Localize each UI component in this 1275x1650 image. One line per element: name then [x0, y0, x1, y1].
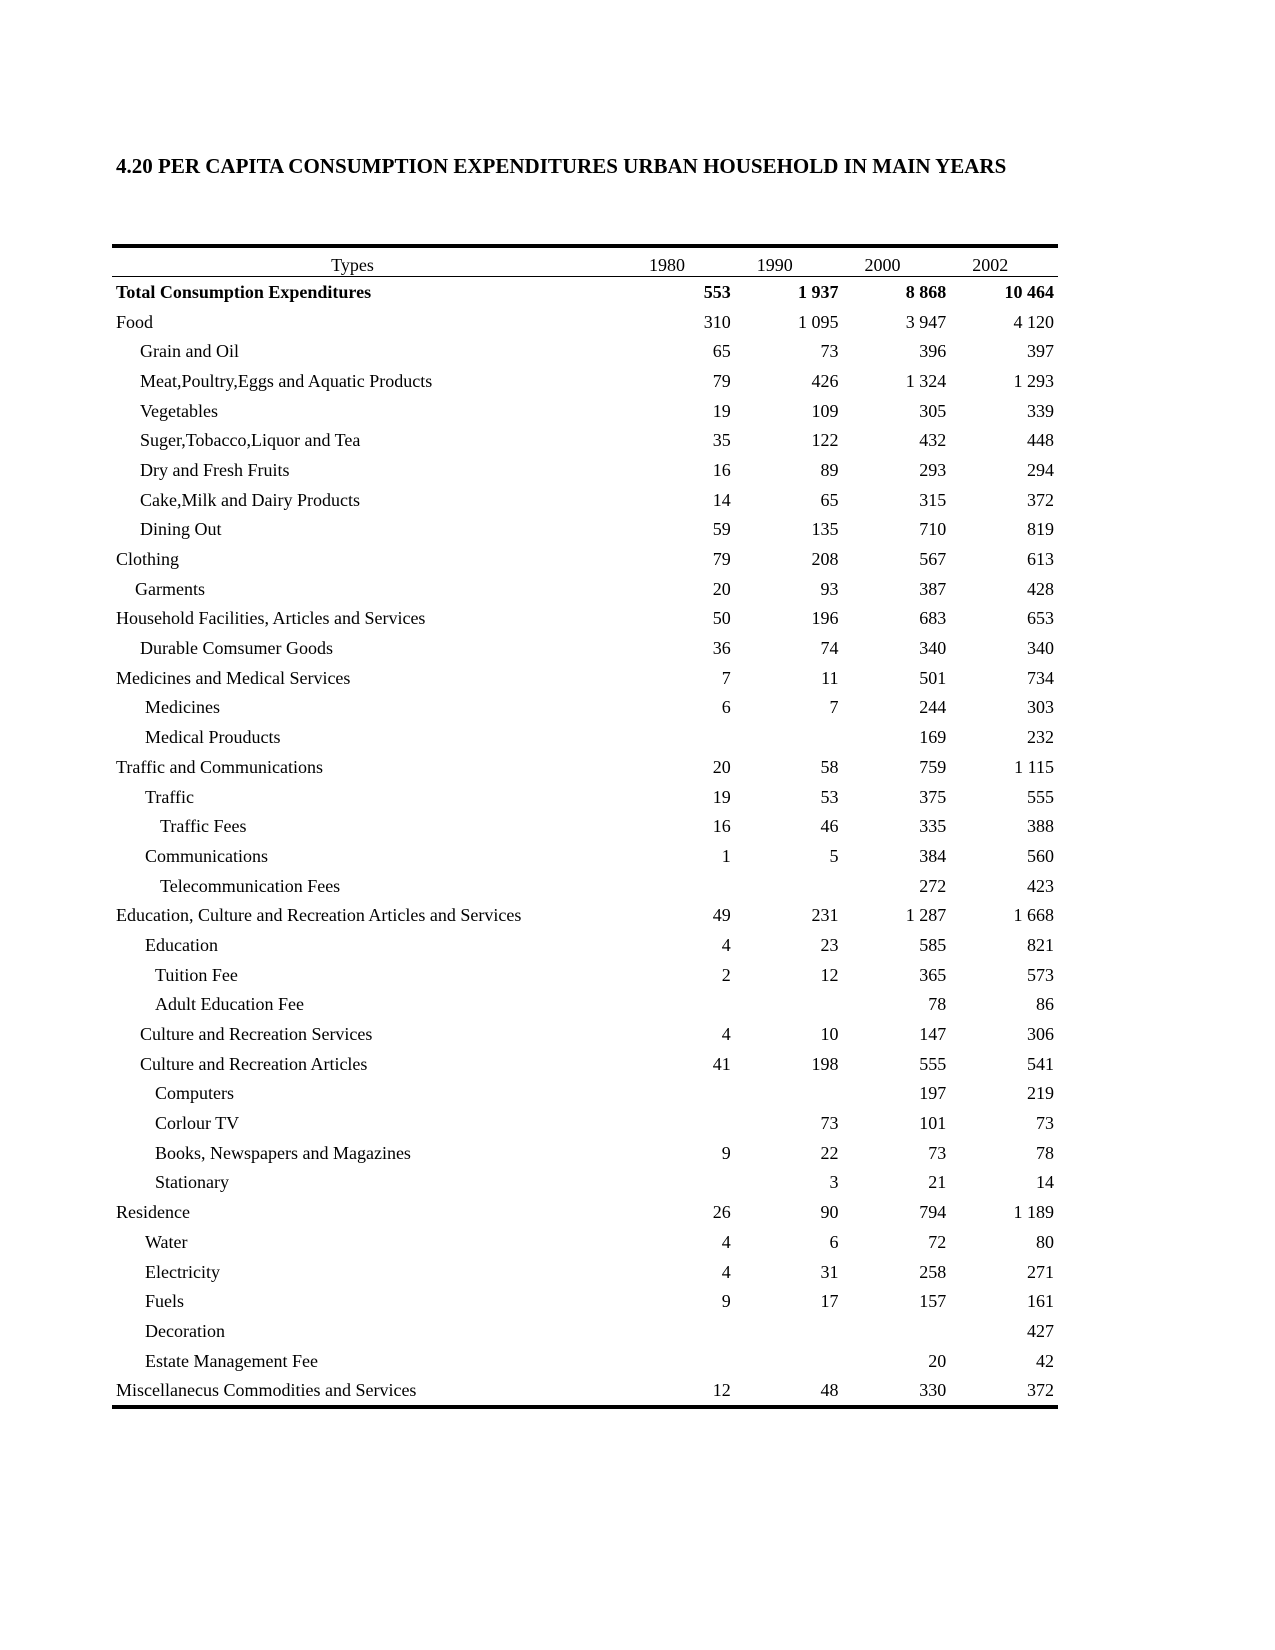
- column-header-2000: 2000: [842, 246, 950, 277]
- value-cell-2000: 272: [919, 875, 947, 896]
- value-cell-1990: [735, 990, 843, 1020]
- value-cell-1980: 36: [712, 638, 731, 659]
- table-row: [112, 544, 1058, 574]
- value-cell-2002: 613: [1027, 549, 1054, 570]
- value-cell-1980: 20: [712, 756, 731, 777]
- value-cell-1990: 48: [820, 1380, 839, 1401]
- value-cell-1990: 17: [820, 1291, 839, 1312]
- value-cell-1990: 73: [820, 341, 839, 362]
- value-cell-2000: 21: [928, 1172, 947, 1193]
- table-row: [112, 1346, 1058, 1376]
- value-cell-1990: 22: [820, 1142, 839, 1163]
- row-label: Estate Management Fee: [145, 1350, 318, 1371]
- value-cell-1980: 2: [721, 964, 731, 985]
- value-cell-1990: 53: [820, 786, 839, 807]
- value-cell-2002: 4 120: [1013, 311, 1054, 332]
- value-cell-2000: 759: [919, 756, 947, 777]
- value-cell-2000: 157: [919, 1291, 947, 1312]
- value-cell-1980: [627, 1316, 735, 1346]
- row-label: Culture and Recreation Services: [140, 1024, 373, 1045]
- value-cell-1980: 4: [721, 1024, 731, 1045]
- row-label: Communications: [145, 845, 268, 866]
- value-cell-1990: 135: [811, 519, 839, 540]
- value-cell-2002: 86: [1036, 994, 1054, 1015]
- column-header-1980: 1980: [627, 246, 735, 277]
- value-cell-1990: 3: [829, 1172, 839, 1193]
- value-cell-1980: [627, 871, 735, 901]
- value-cell-1980: 14: [712, 489, 731, 510]
- table-row: [112, 1079, 1058, 1109]
- value-cell-1990: 1 937: [797, 281, 839, 302]
- value-cell-2000: 147: [919, 1024, 947, 1045]
- value-cell-2000: 335: [919, 816, 947, 837]
- value-cell-2002: 161: [1027, 1291, 1054, 1312]
- value-cell-1980: 19: [712, 786, 731, 807]
- consumption-table: [112, 244, 1058, 1409]
- value-cell-1980: [627, 990, 735, 1020]
- row-label: Dry and Fresh Fruits: [140, 459, 290, 480]
- table-row: [112, 841, 1058, 871]
- table-row: [112, 425, 1058, 455]
- value-cell-1990: [735, 1316, 843, 1346]
- table-row: [112, 1316, 1058, 1346]
- table-row: [112, 485, 1058, 515]
- row-label: Decoration: [145, 1320, 225, 1341]
- row-label: Corlour TV: [155, 1113, 240, 1134]
- row-label: Tuition Fee: [155, 964, 238, 985]
- row-label: Fuels: [145, 1291, 185, 1312]
- value-cell-2000: 330: [919, 1380, 947, 1401]
- column-header-types: Types: [112, 246, 627, 277]
- row-label: Adult Education Fee: [155, 994, 304, 1015]
- value-cell-1980: 4: [721, 934, 731, 955]
- value-cell-2000: 432: [919, 430, 947, 451]
- value-cell-2002: 14: [1036, 1172, 1054, 1193]
- value-cell-1980: 553: [703, 281, 731, 302]
- value-cell-1980: 12: [712, 1380, 731, 1401]
- value-cell-2000: 244: [919, 697, 947, 718]
- table-row: [112, 782, 1058, 812]
- table-row: [112, 1108, 1058, 1138]
- row-label: Books, Newspapers and Magazines: [155, 1142, 411, 1163]
- value-cell-2002: 427: [1027, 1320, 1054, 1341]
- value-cell-2000: 794: [919, 1202, 947, 1223]
- row-label: Medicines and Medical Services: [116, 667, 351, 688]
- table-row: [112, 722, 1058, 752]
- value-cell-2000: 73: [928, 1142, 947, 1163]
- value-cell-1980: 79: [712, 549, 731, 570]
- value-cell-2000: 375: [919, 786, 947, 807]
- table-row: [112, 277, 1058, 307]
- value-cell-2002: 1 668: [1013, 905, 1054, 926]
- table-row: [112, 1257, 1058, 1287]
- value-cell-1980: 26: [712, 1202, 731, 1223]
- value-cell-2002: 42: [1036, 1350, 1054, 1371]
- table-row: [112, 811, 1058, 841]
- value-cell-1980: 16: [712, 459, 731, 480]
- value-cell-2002: 388: [1027, 816, 1054, 837]
- value-cell-1990: 89: [820, 459, 839, 480]
- value-cell-2000: 3 947: [905, 311, 947, 332]
- value-cell-1980: [627, 722, 735, 752]
- value-cell-1980: 6: [721, 697, 731, 718]
- value-cell-2000: 683: [919, 608, 947, 629]
- value-cell-1980: 65: [712, 341, 731, 362]
- value-cell-1990: 11: [821, 667, 839, 688]
- value-cell-2000: 340: [919, 638, 947, 659]
- table-row: [112, 1138, 1058, 1168]
- row-label: Education: [145, 934, 218, 955]
- value-cell-2002: 448: [1027, 430, 1054, 451]
- table-row: [112, 1227, 1058, 1257]
- value-cell-1980: 9: [721, 1291, 731, 1312]
- value-cell-2002: 423: [1027, 875, 1054, 896]
- value-cell-1990: 122: [811, 430, 839, 451]
- value-cell-2002: 303: [1027, 697, 1054, 718]
- row-label: Telecommunication Fees: [160, 875, 341, 896]
- table-row: [112, 693, 1058, 723]
- value-cell-1980: [627, 1168, 735, 1198]
- value-cell-1980: 35: [712, 430, 731, 451]
- column-header-2002: 2002: [950, 246, 1058, 277]
- row-label: Miscellanecus Commodities and Services: [116, 1380, 417, 1401]
- table-row: [112, 900, 1058, 930]
- row-label: Traffic and Communications: [116, 756, 323, 777]
- value-cell-2000: 1 324: [905, 370, 947, 391]
- value-cell-1980: 41: [712, 1053, 731, 1074]
- row-label: Meat,Poultry,Eggs and Aquatic Products: [140, 370, 433, 391]
- value-cell-1990: 109: [811, 400, 839, 421]
- value-cell-2002: 372: [1027, 1380, 1054, 1401]
- value-cell-2002: 653: [1027, 608, 1054, 629]
- row-label: Durable Comsumer Goods: [140, 638, 333, 659]
- value-cell-2000: 365: [919, 964, 947, 985]
- value-cell-2002: 397: [1027, 341, 1054, 362]
- row-label: Electricity: [145, 1261, 220, 1282]
- row-label: Computers: [155, 1083, 234, 1104]
- value-cell-2002: 78: [1036, 1142, 1054, 1163]
- table-row: [112, 1286, 1058, 1316]
- value-cell-2002: 340: [1027, 638, 1054, 659]
- row-label: Food: [116, 311, 154, 332]
- value-cell-1990: [735, 1079, 843, 1109]
- row-label: Suger,Tobacco,Liquor and Tea: [140, 430, 361, 451]
- value-cell-1990: [735, 722, 843, 752]
- table-row: [112, 752, 1058, 782]
- value-cell-2000: 710: [919, 519, 947, 540]
- row-label: Cake,Milk and Dairy Products: [140, 489, 360, 510]
- value-cell-2000: 169: [919, 727, 947, 748]
- value-cell-2000: 101: [919, 1113, 947, 1134]
- table-row: [112, 1197, 1058, 1227]
- value-cell-1990: 12: [820, 964, 839, 985]
- value-cell-1980: 20: [712, 578, 731, 599]
- value-cell-1980: 79: [712, 370, 731, 391]
- value-cell-1980: [627, 1108, 735, 1138]
- value-cell-1990: 73: [820, 1113, 839, 1134]
- value-cell-2000: 555: [919, 1053, 947, 1074]
- value-cell-2002: 734: [1027, 667, 1054, 688]
- table-row: [112, 366, 1058, 396]
- row-label: Education, Culture and Recreation Articles and Services: [116, 905, 522, 926]
- value-cell-2002: 573: [1027, 964, 1054, 985]
- value-cell-1980: 7: [721, 667, 731, 688]
- row-label: Clothing: [116, 549, 180, 570]
- table-row: [112, 574, 1058, 604]
- row-label: Traffic Fees: [160, 816, 247, 837]
- value-cell-1990: 7: [829, 697, 839, 718]
- page-title: 4.20 PER CAPITA CONSUMPTION EXPENDITURES URBAN HOUSEHOLD IN MAIN YEARS: [116, 154, 1007, 178]
- value-cell-2002: 10 464: [1004, 281, 1054, 302]
- value-cell-1990: 90: [820, 1202, 839, 1223]
- value-cell-2002: 819: [1027, 519, 1054, 540]
- value-cell-2002: 80: [1036, 1231, 1054, 1252]
- value-cell-2000: 384: [919, 845, 947, 866]
- table-row: [112, 604, 1058, 634]
- value-cell-1980: 49: [712, 905, 731, 926]
- value-cell-1990: 6: [829, 1231, 839, 1252]
- value-cell-2000: 293: [919, 459, 947, 480]
- value-cell-2000: 197: [919, 1083, 947, 1104]
- value-cell-2002: 73: [1036, 1113, 1054, 1134]
- value-cell-2002: 271: [1027, 1261, 1054, 1282]
- value-cell-1990: 198: [811, 1053, 839, 1074]
- value-cell-2002: 306: [1027, 1024, 1054, 1045]
- value-cell-1990: 231: [811, 905, 839, 926]
- value-cell-2000: 8 868: [905, 281, 947, 302]
- value-cell-1980: [627, 1079, 735, 1109]
- value-cell-1980: 4: [721, 1231, 731, 1252]
- table-row: [112, 1375, 1058, 1407]
- value-cell-2002: 294: [1027, 459, 1054, 480]
- row-label: Garments: [135, 578, 205, 599]
- table-row: [112, 307, 1058, 337]
- row-label: Grain and Oil: [140, 341, 239, 362]
- row-label: Stationary: [155, 1172, 229, 1193]
- value-cell-2002: 339: [1027, 400, 1054, 421]
- row-label: Dining Out: [140, 519, 222, 540]
- value-cell-1990: 10: [820, 1024, 839, 1045]
- value-cell-2002: 1 115: [1014, 756, 1054, 777]
- table-row: [112, 515, 1058, 545]
- value-cell-1980: 50: [712, 608, 731, 629]
- value-cell-2000: [842, 1316, 950, 1346]
- table-row: [112, 336, 1058, 366]
- value-cell-2002: 428: [1027, 578, 1054, 599]
- column-header-1990: 1990: [735, 246, 843, 277]
- value-cell-1990: 208: [811, 549, 839, 570]
- row-label: Vegetables: [140, 400, 218, 421]
- row-label: Residence: [116, 1202, 190, 1223]
- value-cell-2000: 20: [928, 1350, 947, 1371]
- value-cell-2000: 78: [928, 994, 947, 1015]
- row-label: Culture and Recreation Articles: [140, 1053, 368, 1074]
- value-cell-2002: 541: [1027, 1053, 1054, 1074]
- value-cell-2000: 258: [919, 1261, 947, 1282]
- value-cell-1990: 31: [820, 1261, 839, 1282]
- value-cell-1980: 59: [712, 519, 731, 540]
- value-cell-1990: 196: [811, 608, 839, 629]
- value-cell-1990: 1 095: [797, 311, 839, 332]
- value-cell-1990: 93: [820, 578, 839, 599]
- value-cell-1990: [735, 871, 843, 901]
- value-cell-1980: [627, 1346, 735, 1376]
- table-row: [112, 930, 1058, 960]
- table-row: [112, 396, 1058, 426]
- value-cell-1990: 5: [829, 845, 839, 866]
- value-cell-2000: 1 287: [905, 905, 947, 926]
- value-cell-2002: 555: [1027, 786, 1054, 807]
- row-label: Total Consumption Expenditures: [116, 281, 372, 302]
- value-cell-1990: 74: [820, 638, 839, 659]
- value-cell-1980: 310: [703, 311, 731, 332]
- value-cell-1980: 9: [721, 1142, 731, 1163]
- value-cell-1990: [735, 1346, 843, 1376]
- value-cell-2002: 1 293: [1013, 370, 1054, 391]
- table-row: [112, 633, 1058, 663]
- table-body: [112, 277, 1058, 1408]
- table-row: [112, 1168, 1058, 1198]
- value-cell-1990: 46: [820, 816, 839, 837]
- value-cell-2000: 387: [919, 578, 947, 599]
- value-cell-2002: 372: [1027, 489, 1054, 510]
- table-row: [112, 871, 1058, 901]
- table-row: [112, 455, 1058, 485]
- value-cell-1980: 19: [712, 400, 731, 421]
- row-label: Traffic: [145, 786, 194, 807]
- table-row: [112, 1049, 1058, 1079]
- row-label: Water: [145, 1231, 188, 1252]
- value-cell-1990: 65: [820, 489, 839, 510]
- value-cell-2002: 821: [1027, 934, 1054, 955]
- value-cell-1990: 426: [811, 370, 839, 391]
- value-cell-1990: 23: [820, 934, 839, 955]
- value-cell-2002: 219: [1027, 1083, 1054, 1104]
- value-cell-2000: 567: [919, 549, 947, 570]
- value-cell-2000: 72: [928, 1231, 947, 1252]
- row-label: Medicines: [145, 697, 220, 718]
- value-cell-2000: 501: [919, 667, 947, 688]
- value-cell-1980: 16: [712, 816, 731, 837]
- value-cell-1990: 58: [820, 756, 839, 777]
- value-cell-2002: 1 189: [1013, 1202, 1054, 1223]
- value-cell-2000: 396: [919, 341, 947, 362]
- table-row: [112, 663, 1058, 693]
- value-cell-2000: 585: [919, 934, 947, 955]
- value-cell-1980: 4: [721, 1261, 731, 1282]
- row-label: Household Facilities, Articles and Services: [116, 608, 426, 629]
- table-row: [112, 1019, 1058, 1049]
- value-cell-2002: 232: [1027, 727, 1054, 748]
- table-row: [112, 960, 1058, 990]
- row-label: Medical Prouducts: [145, 727, 281, 748]
- header-row: [112, 246, 1058, 277]
- value-cell-2002: 560: [1027, 845, 1054, 866]
- value-cell-1980: 1: [721, 845, 731, 866]
- table-row: [112, 990, 1058, 1020]
- value-cell-2000: 305: [919, 400, 947, 421]
- value-cell-2000: 315: [919, 489, 947, 510]
